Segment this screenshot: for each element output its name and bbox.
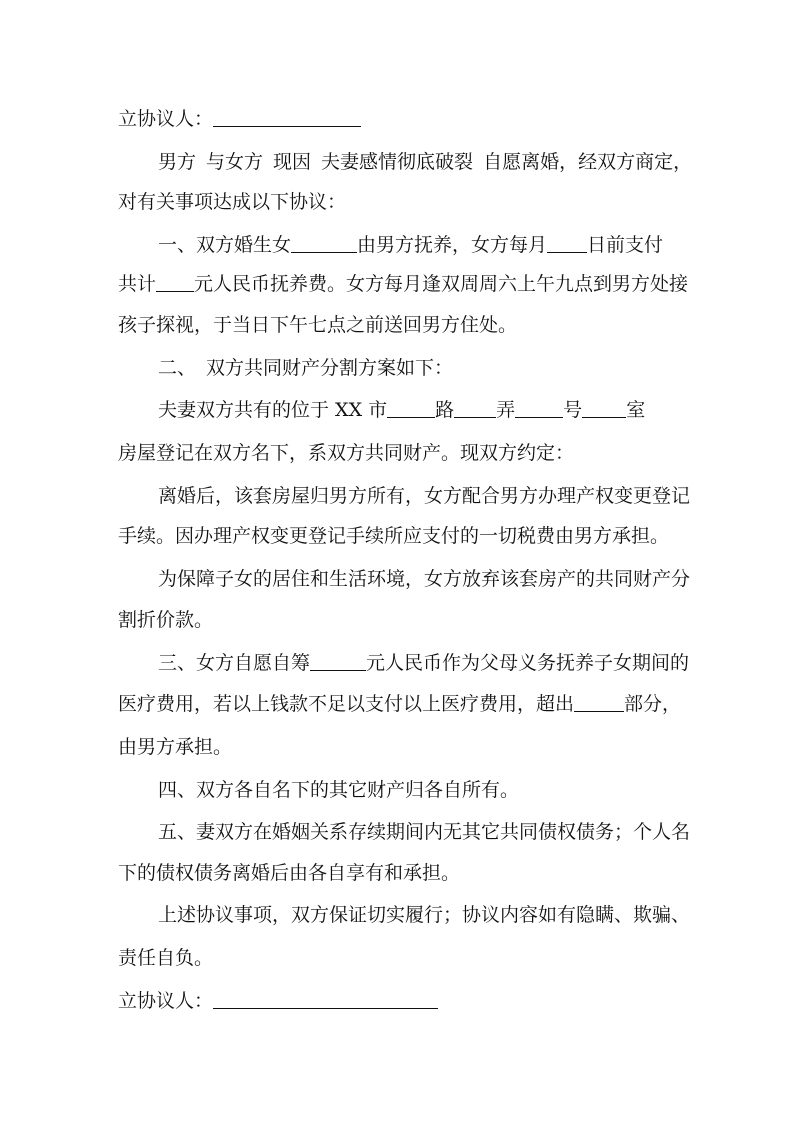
- article-2-para-3-line-2: [118, 608, 213, 632]
- closing-text: 上述协议事项，双方保证切实履行；协议内容如有隐瞒、欺骗、: [158, 904, 691, 926]
- article-text: 下的债权债务离婚后由各自享有和承担。: [118, 862, 461, 884]
- intro-line-2: [118, 190, 346, 214]
- article-text: 一、双方婚生女: [158, 234, 292, 256]
- lane-blank[interactable]: [454, 399, 496, 418]
- closing-text: 责任自负。: [118, 947, 214, 969]
- article-2-para-2-line-2: [118, 524, 669, 548]
- article-5-line-1: [158, 820, 690, 844]
- article-text: 医疗费用，若以上钱款不足以支付以上医疗费用，超出: [118, 693, 575, 715]
- article-text: 夫妻双方共有的位于 XX 市: [158, 399, 388, 421]
- article-2-para-2-line-1: [158, 484, 690, 508]
- signatory-label: 立协议人：: [118, 990, 214, 1012]
- article-text: 弄: [496, 399, 516, 421]
- article-3-line-2: [118, 692, 681, 716]
- room-blank[interactable]: [582, 399, 626, 418]
- article-5-line-2: [118, 861, 460, 885]
- article-text: 房屋登记在双方名下，系双方共同财产。现双方约定：: [118, 442, 575, 464]
- intro-text: 现因: [273, 151, 312, 173]
- article-1-line-1: [158, 233, 663, 257]
- payment-day-blank[interactable]: [547, 234, 587, 253]
- article-text: 由男方承担。: [118, 736, 233, 758]
- medical-fund-blank[interactable]: [310, 652, 366, 671]
- article-2-line-2: [118, 441, 574, 465]
- closing-line-1: [158, 903, 690, 927]
- road-blank[interactable]: [387, 399, 435, 418]
- article-2-title: [158, 356, 453, 380]
- article-number: 二、: [158, 357, 197, 379]
- signatory-blank[interactable]: [213, 108, 361, 127]
- article-text: 路: [435, 399, 455, 421]
- excess-blank[interactable]: [574, 693, 624, 712]
- article-text: 号: [563, 399, 583, 421]
- number-blank[interactable]: [515, 399, 563, 418]
- signature-blank[interactable]: [213, 990, 438, 1009]
- article-text: 共计: [118, 273, 157, 295]
- closing-line-2: [118, 946, 213, 970]
- daughter-name-blank[interactable]: [291, 234, 357, 253]
- article-text: 手续。因办理产权变更登记手续所应支付的一切税费由男方承担。: [118, 525, 670, 547]
- article-text: 割折价款。: [118, 609, 214, 631]
- article-2-para-3-line-1: [158, 567, 690, 591]
- article-text: 由男方抚养，女方每月: [357, 234, 548, 256]
- article-text: 元人民币作为父母义务抚养子女期间的: [366, 652, 690, 674]
- article-text: 室: [626, 399, 646, 421]
- intro-text: 自愿离婚，经双方商定，: [483, 151, 693, 173]
- article-3-line-3: [118, 735, 232, 759]
- footer-signatory-line: [118, 989, 438, 1013]
- article-4-line-1: [158, 778, 519, 802]
- intro-line-1: [158, 150, 692, 174]
- article-text: 元人民币抚养费。女方每月逢双周周六上午九点到男方处接: [194, 273, 689, 295]
- article-text: 离婚后，该套房屋归男方所有，女方配合男方办理产权变更登记: [158, 485, 691, 507]
- article-3-line-1: [158, 651, 689, 675]
- article-text: 双方共同财产分割方案如下：: [206, 357, 454, 379]
- article-1-line-3: [118, 313, 517, 337]
- support-amount-blank[interactable]: [156, 273, 194, 292]
- article-1-line-2: [118, 272, 688, 296]
- article-text: 孩子探视，于当日下午七点之前送回男方住处。: [118, 314, 518, 336]
- header-signatory-line: [118, 107, 361, 131]
- intro-text: 对有关事项达成以下协议：: [118, 191, 347, 213]
- intro-text: 夫妻感情彻底破裂: [321, 151, 474, 173]
- article-text: 五、妻双方在婚姻关系存续期间内无其它共同债权债务；个人名: [158, 821, 691, 843]
- article-text: 部分，: [624, 693, 682, 715]
- article-text: 四、双方各自名下的其它财产归各自所有。: [158, 779, 520, 801]
- signatory-label: 立协议人：: [118, 108, 214, 130]
- article-text: 三、女方自愿自筹: [158, 652, 311, 674]
- intro-text: 与女方: [206, 151, 264, 173]
- article-text: 日前支付: [587, 234, 664, 256]
- intro-text: 男方: [158, 151, 197, 173]
- article-text: 为保障子女的居住和生活环境，女方放弃该套房产的共同财产分: [158, 568, 691, 590]
- article-2-address-line: [158, 398, 645, 422]
